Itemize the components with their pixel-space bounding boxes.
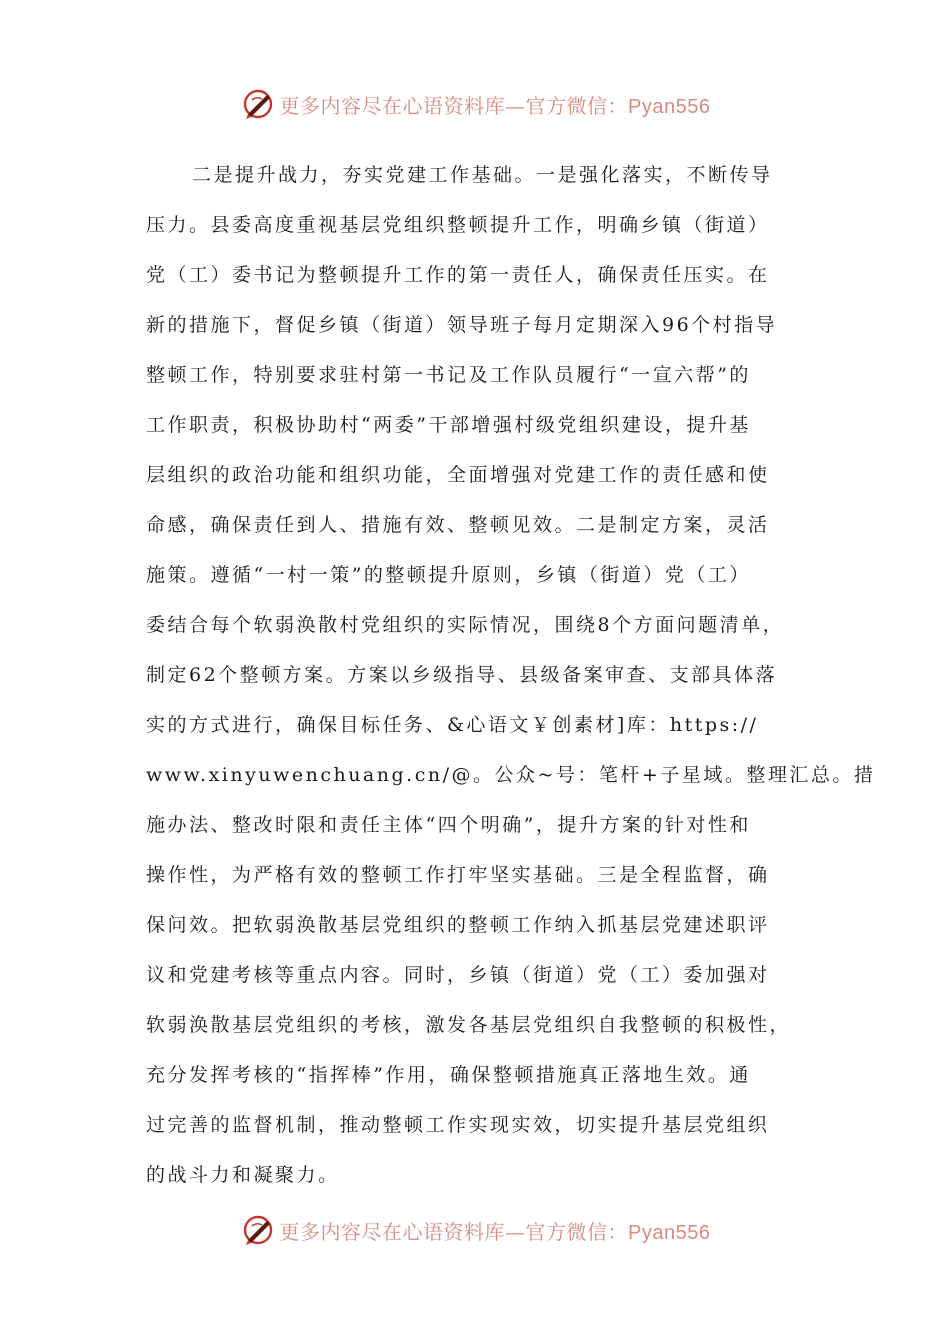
text-line: 施办法、整改时限和责任主体“四个明确”，提升方案的针对性和 bbox=[146, 814, 751, 836]
banner-text bbox=[280, 90, 711, 119]
footer-banner bbox=[0, 1210, 950, 1250]
text-line: 充分发挥考核的“指挥棒”作用，确保整顿措施真正落地生效。通 bbox=[146, 1064, 751, 1086]
banner-wechat-id: Pyan556 bbox=[628, 95, 711, 118]
text-line: 二是提升战力，夯实党建工作基础。一是强化落实，不断传导 bbox=[192, 164, 773, 186]
header-banner bbox=[0, 84, 950, 124]
text-line: 工作职责，积极协助村“两委”干部增强村级党组织建设，提升基 bbox=[146, 414, 751, 436]
banner-wechat-id: Pyan556 bbox=[628, 1221, 711, 1244]
text-line: 整顿工作，特别要求驻村第一书记及工作队员履行“一宣六帮”的 bbox=[146, 364, 751, 386]
text-line: 的战斗力和凝聚力。 bbox=[146, 1164, 340, 1186]
text-line: 新的措施下，督促乡镇（街道）领导班子每月定期深入96个村指导 bbox=[146, 314, 778, 336]
text-line: 操作性，为严格有效的整顿工作打牢坚实基础。三是全程监督，确 bbox=[146, 864, 770, 886]
text-line: 施策。遵循“一村一策”的整顿提升原则，乡镇（街道）党（工） bbox=[146, 564, 751, 586]
text-line: www.xinyuwenchuang.cn/@。公众~号：笔杆+子星域。整理汇总。措 bbox=[146, 764, 876, 786]
text-line: 保问效。把软弱涣散基层党组织的整顿工作纳入抓基层党建述职评 bbox=[146, 914, 770, 936]
banner-caption: 更多内容尽在心语资料库—官方微信： bbox=[279, 93, 629, 118]
text-line: 制定62个整顿方案。方案以乡级指导、县级备案审查、支部具体落 bbox=[146, 664, 778, 686]
pen-logo-icon bbox=[240, 86, 276, 122]
text-line: 命感，确保责任到人、措施有效、整顿见效。二是制定方案，灵活 bbox=[146, 514, 770, 536]
banner-caption: 更多内容尽在心语资料库—官方微信： bbox=[279, 1219, 629, 1244]
text-line: 压力。县委高度重视基层党组织整顿提升工作，明确乡镇（街道） bbox=[146, 214, 770, 236]
banner-text bbox=[280, 1216, 711, 1245]
text-line: 实的方式进行，确保目标任务、&心语文￥创素材]库：https:// bbox=[146, 714, 759, 736]
text-line: 层组织的政治功能和组织功能，全面增强对党建工作的责任感和使 bbox=[146, 464, 770, 486]
text-line: 过完善的监督机制，推动整顿工作实现实效，切实提升基层党组织 bbox=[146, 1114, 770, 1136]
text-line: 议和党建考核等重点内容。同时，乡镇（街道）党（工）委加强对 bbox=[146, 964, 770, 986]
pen-logo-icon bbox=[240, 1212, 276, 1248]
text-line: 党（工）委书记为整顿提升工作的第一责任人，确保责任压实。在 bbox=[146, 264, 770, 286]
article-body bbox=[146, 150, 876, 1200]
text-line: 委结合每个软弱涣散村党组织的实际情况，围绕8个方面问题清单， bbox=[146, 614, 785, 636]
text-line: 软弱涣散基层党组织的考核，激发各基层党组织自我整顿的积极性， bbox=[146, 1014, 792, 1036]
